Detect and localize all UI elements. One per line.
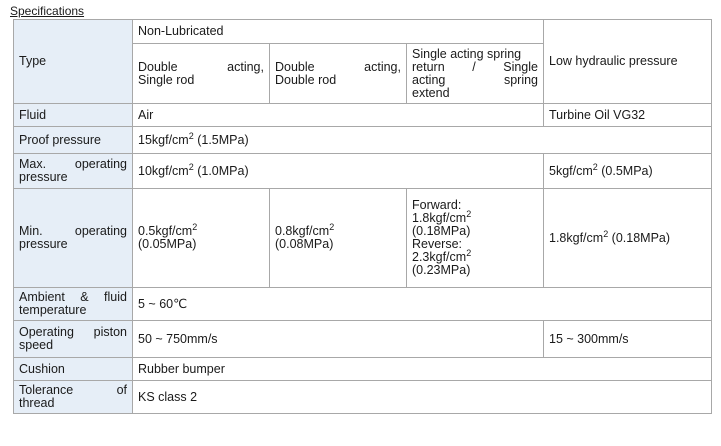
- min-pressure-label: Min. operating pressure: [14, 189, 133, 288]
- max-pressure-label: Max. operating pressure: [14, 154, 133, 189]
- fluid-air: Air: [133, 104, 544, 127]
- ambient-temperature-label: Ambient & fluid temperature: [14, 288, 133, 321]
- tolerance-label: Tolerance of thread: [14, 381, 133, 414]
- tolerance-value: KS class 2: [133, 381, 712, 414]
- min-pressure-c3: Forward: $1.8kgf/cm^2$ (0.18MPa) Reverse: $2.3kgf/cm^2$ (0.23MPa): [407, 189, 544, 288]
- type-double-single-rod: Double acting, Single rod: [133, 44, 270, 104]
- piston-speed-air: 50 ~ 750mm/s: [133, 321, 544, 358]
- specifications-table: [13, 19, 712, 414]
- non-lubricated-header: Non-Lubricated: [133, 20, 544, 44]
- min-pressure-c1: $0.5kgf/cm^2$ (0.05MPa): [133, 189, 270, 288]
- type-single-acting-spring: Single acting spring return / Single acting spring extend: [407, 44, 544, 104]
- piston-speed-label: Operating piston speed: [14, 321, 133, 358]
- type-label: Type: [14, 20, 133, 104]
- min-pressure-c2: $0.8kgf/cm^2$ (0.08MPa): [270, 189, 407, 288]
- fluid-label: Fluid: [14, 104, 133, 127]
- max-pressure-air: $10kgf/cm^2$ (1.0MPa): [133, 154, 544, 189]
- proof-pressure-value: $15kgf/cm^2$ (1.5MPa): [133, 127, 712, 154]
- section-title: Specifications: [10, 4, 85, 18]
- proof-pressure-label: Proof pressure: [14, 127, 133, 154]
- ambient-temperature-value: 5 ~ 60℃: [133, 288, 712, 321]
- low-hydraulic-header: Low hydraulic pressure: [544, 20, 712, 104]
- min-pressure-c4: $1.8kgf/cm^2$ (0.18MPa): [544, 189, 712, 288]
- type-double-double-rod: Double acting, Double rod: [270, 44, 407, 104]
- cushion-value: Rubber bumper: [133, 358, 712, 381]
- cushion-label: Cushion: [14, 358, 133, 381]
- max-pressure-oil: $5kgf/cm^2$ (0.5MPa): [544, 154, 712, 189]
- piston-speed-oil: 15 ~ 300mm/s: [544, 321, 712, 358]
- fluid-oil: Turbine Oil VG32: [544, 104, 712, 127]
